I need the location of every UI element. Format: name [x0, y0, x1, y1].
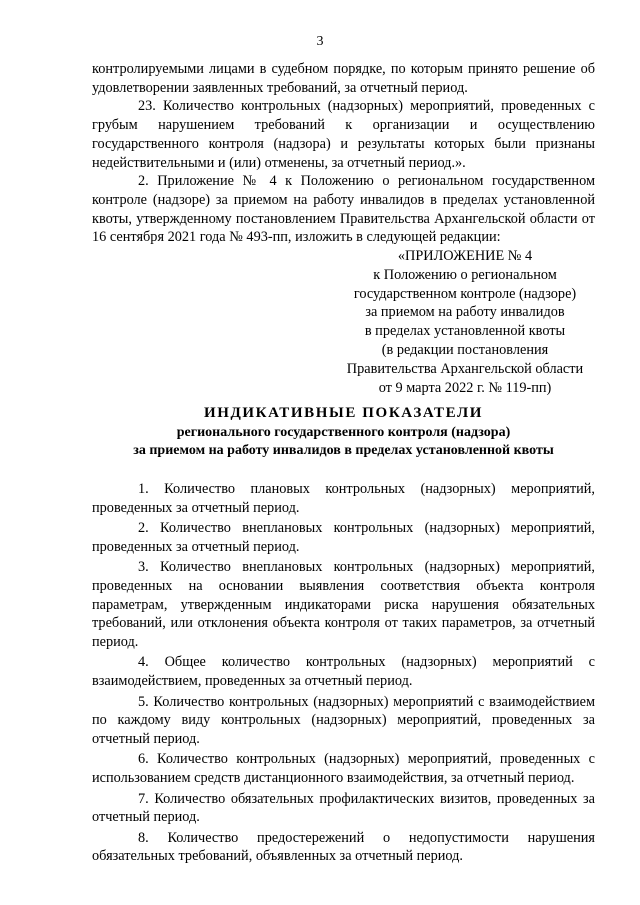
- heading-title: ИНДИКАТИВНЫЕ ПОКАЗАТЕЛИ: [203, 405, 484, 421]
- appendix-line: (в редакции постановления: [381, 341, 549, 358]
- intro-text: [92, 60, 595, 247]
- heading-subtitle: за приемом на работу инвалидов в пределах установленной квоты: [133, 443, 554, 458]
- indicator-item: 7. Количество обязательных профилактических визитов, проведенных за отчетный период.: [92, 790, 595, 826]
- appendix-line: в пределах установленной квоты: [364, 323, 566, 340]
- heading-subtitle: регионального государственного контроля (надзора): [176, 425, 511, 440]
- indicator-list: [92, 480, 595, 868]
- appendix-line: государственном контроле (надзоре): [353, 285, 577, 302]
- indicator-item: 1. Количество плановых контрольных (надзорных) мероприятий, проведенных за отчетный период.: [92, 481, 595, 516]
- intro-paragraph-amendment: 2. Приложение № 4 к Положению о региональном государственном контроле (надзоре) за приемом на работу инвалидов в пределах установленной квоты, утвержденному постановлением Правительства Архангельской области от 16 сентября 2021 года № 493-пп, изложить в следующей редакции:: [92, 173, 595, 246]
- appendix-line: «ПРИЛОЖЕНИЕ № 4: [397, 248, 533, 264]
- indicator-item: 4. Общее количество контрольных (надзорных) мероприятий с взаимодействием, проведенных за отчетный период.: [92, 654, 595, 689]
- page-number: 3: [316, 34, 324, 49]
- intro-paragraph-continuation: контролируемыми лицами в судебном порядке, по которым принято решение об удовлетворении заявленных требований, за отчетный период.: [92, 61, 595, 96]
- intro-paragraph-item-23: 23. Количество контрольных (надзорных) мероприятий, проведенных с грубым нарушением требований к организации и осуществлению государственного контроля (надзора) и результаты которых были признаны недействительными и (или) отменены, за отчетный период.».: [92, 98, 595, 171]
- appendix-line: Правительства Архангельской области: [346, 360, 584, 377]
- appendix-line: за приемом на работу инвалидов: [365, 304, 565, 321]
- indicator-item: 8. Количество предостережений о недопустимости нарушения обязательных требований, объявленных за отчетный период.: [92, 829, 595, 865]
- appendix-line: к Положению о региональном: [373, 266, 557, 283]
- indicator-item: 5. Количество контрольных (надзорных) мероприятий с взаимодействием по каждому виду контрольных (надзорных) мероприятий, проведенных за отчетный период.: [92, 693, 595, 747]
- appendix-line: от 9 марта 2022 г. № 119-пп): [378, 379, 552, 396]
- appendix-block: [330, 247, 600, 397]
- indicator-item: 2. Количество внеплановых контрольных (надзорных) мероприятий, проведенных за отчетный период.: [92, 520, 595, 555]
- indicator-item: 6. Количество контрольных (надзорных) мероприятий, проведенных с использованием средств дистанционного взаимодействия, за отчетный период.: [92, 751, 595, 786]
- section-heading: [92, 403, 595, 460]
- indicator-item: 3. Количество внеплановых контрольных (надзорных) мероприятий, проведенных на основании выявления соответствия объекта контроля параметрам, утвержденным индикаторами риска нарушения обязательных требований, или отклонения объекта контроля от таких параметров, за отчетный период.: [92, 559, 595, 650]
